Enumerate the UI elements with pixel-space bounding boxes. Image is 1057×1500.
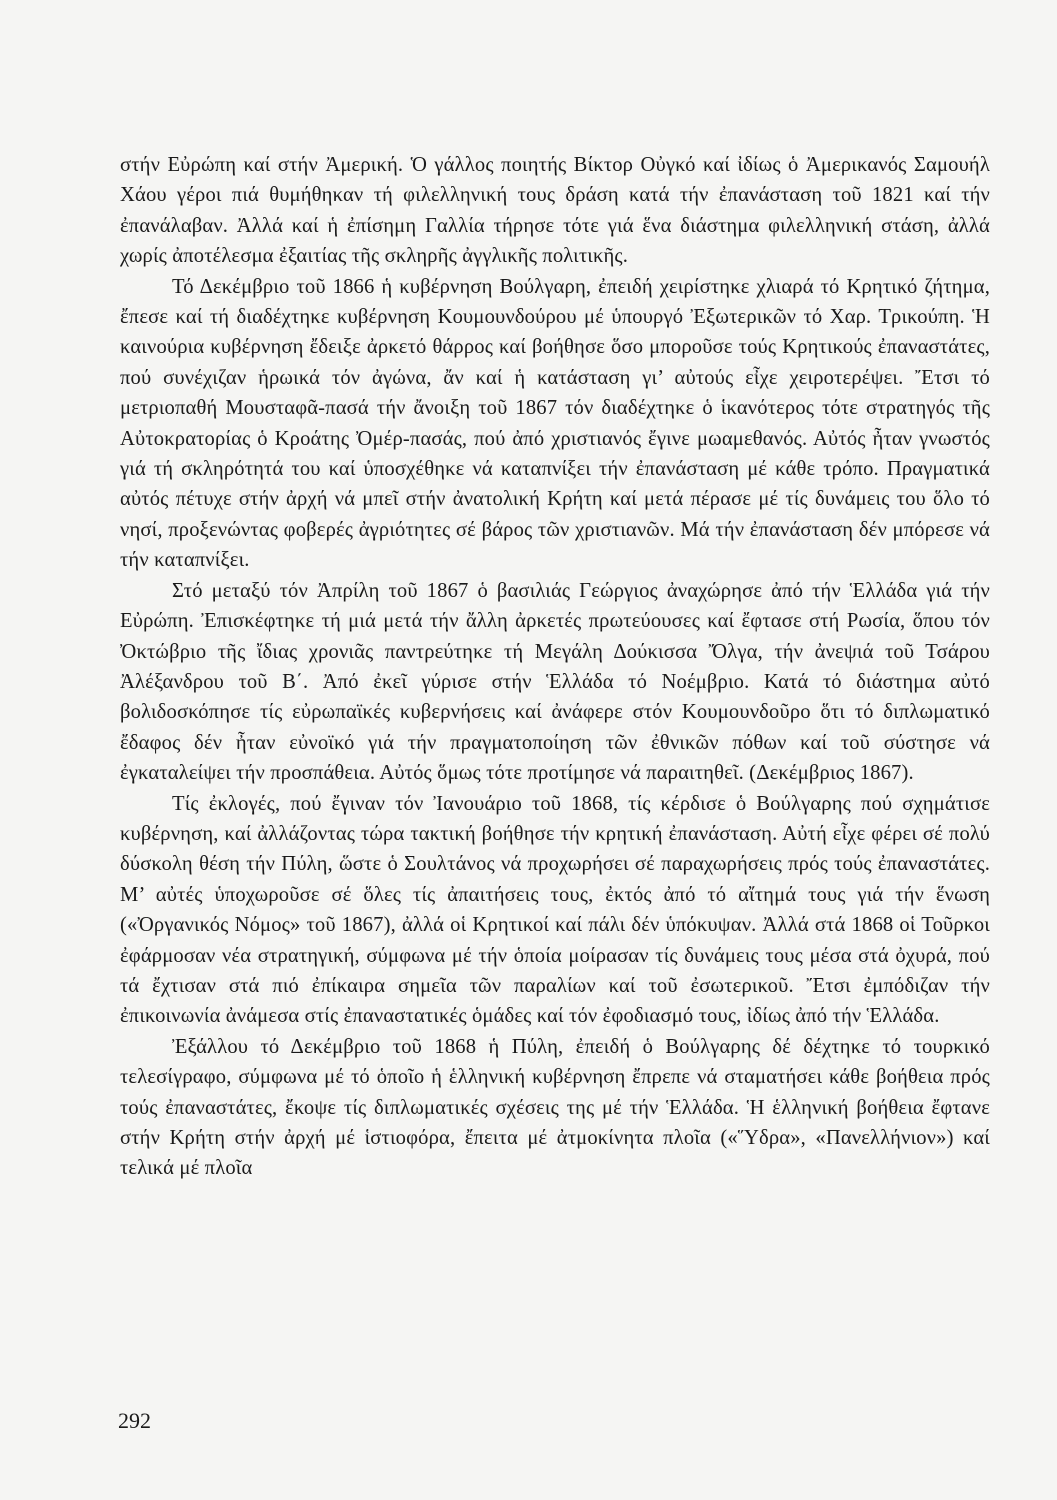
paragraph-3: Στό μεταξύ τόν Ἀπρίλη τοῦ 1867 ὁ βασιλιάς Γεώργιος ἀναχώρησε ἀπό τήν Ἑλλάδα γιά τήν Εὐρώπη. Ἐπισκέφτηκε τή μιά μετά τήν ἄλλη ἀρκετές πρωτεύουσες καί ἔφτασε στή Ρωσία, ὅπου τόν Ὀκτώβριο τῆς ἴδιας χρονιᾶς παντρεύτηκε τή Μεγάλη Δούκισσα Ὄλγα, τήν ἀνεψιά τοῦ Τσάρου Ἀλέξανδρου τοῦ Β΄. Ἀπό ἐκεῖ γύρισε στήν Ἑλλάδα τό Νοέμβριο. Κατά τό διάστημα αὐτό βολιδοσκόπησε τίς εὐρωπαϊκές κυβερνήσεις καί ἀνάφερε στόν Κουμουνδοῦρο ὅτι τό διπλωματικό ἔδαφος δέν ἦταν εὐνοϊκό γιά τήν πραγματοποίηση τῶν ἐθνικῶν πόθων καί τοῦ σύστησε νά ἐγκαταλείψει τήν προσπάθεια. Αὐτός ὅμως τότε προτίμησε νά παραιτηθεῖ. (Δεκέμβριος 1867).: [120, 579, 990, 785]
paragraph-2: Τό Δεκέμβριο τοῦ 1866 ἡ κυβέρνηση Βούλγαρη, ἐπειδή χειρίστηκε χλιαρά τό Κρητικό ζήτημα, ἔπεσε καί τή διαδέχτηκε κυβέρνηση Κουμουνδούρου μέ ὑπουργό Ἐξωτερικῶν τό Χαρ. Τρικούπη. Ἡ καινούρια κυβέρνηση ἔδειξε ἀρκετό θάρρος καί βοήθησε ὅσο μποροῦσε τούς Κρητικούς ἐπαναστάτες, πού συνέχιζαν ἡρωικά τόν ἀγώνα, ἄν καί ἡ κατάσταση γι’ αὐτούς εἶχε χειροτερέψει. Ἔτσι τό μετριοπαθή Μουσταφᾶ-πασά τήν ἄνοιξη τοῦ 1867 τόν διαδέχτηκε ὁ ἱκανότερος τότε στρατηγός τῆς Αὐτοκρατορίας ὁ Κροάτης Ὀμέρ-πασάς, πού ἀπό χριστιανός ἔγινε μωαμεθανός. Αὐτός ἦταν γνωστός γιά τή σκληρότητά του καί ὑποσχέθηκε νά καταπνίξει τήν ἐπανάσταση μέ κάθε τρόπο. Πραγματικά αὐτός πέτυχε στήν ἀρχή νά μπεῖ στήν ἀνατολική Κρήτη καί μετά πέρασε μέ τίς δυνάμεις του ὅλο τό νησί, προξενώντας φοβερές ἀγριότητες σέ βάρος τῶν χριστιανῶν. Μά τήν ἐπανάσταση δέν μπόρεσε νά τήν καταπνίξει.: [120, 275, 990, 572]
paragraph-1: στήν Εὐρώπη καί στήν Ἀμερική. Ὁ γάλλος ποιητής Βίκτορ Οὐγκό καί ἰδίως ὁ Ἀμερικανός Σαμουήλ Χάου γέροι πιά θυμήθηκαν τή φιλελληνική τους δράση κατά τήν ἐπανάσταση τοῦ 1821 καί τήν ἐπανάλαβαν. Ἀλλά καί ἡ ἐπίσημη Γαλλία τήρησε τότε γιά ἕνα διάστημα φιλελληνική στάση, ἀλλά χωρίς ἀποτέλεσμα ἐξαιτίας τῆς σκληρῆς ἀγγλικῆς πολιτικῆς.: [120, 154, 990, 268]
paragraph-5: Ἐξάλλου τό Δεκέμβριο τοῦ 1868 ἡ Πύλη, ἐπειδή ὁ Βούλγαρης δέ δέχτηκε τό τουρκικό τελεσίγραφο, σύμφωνα μέ τό ὁποῖο ἡ ἑλληνική κυβέρνηση ἔπρεπε νά σταματήσει κάθε βοήθεια πρός τούς ἐπαναστάτες, ἔκοψε τίς διπλωματικές σχέσεις της μέ τήν Ἑλλάδα. Ἡ ἑλληνική βοήθεια ἔφτανε στήν Κρήτη στήν ἀρχή μέ ἱστιοφόρα, ἔπειτα μέ ἀτμοκίνητα πλοῖα («Ὕδρα», «Πανελλήνιον») καί τελικά μέ πλοῖα: [120, 1035, 990, 1180]
page-number: 292: [118, 1408, 151, 1433]
paragraph-4: Τίς ἐκλογές, πού ἔγιναν τόν Ἰανουάριο τοῦ 1868, τίς κέρδισε ὁ Βούλγαρης πού σχημάτισε κυβέρνηση, καί ἀλλάζοντας τώρα τακτική βοήθησε τήν κρητική ἐπανάσταση. Αὐτή εἶχε φέρει σέ πολύ δύσκολη θέση τήν Πύλη, ὥστε ὁ Σουλτάνος νά προχωρήσει σέ παραχωρήσεις πρός τούς ἐπαναστάτες. Μ’ αὐτές ὑποχωροῦσε σέ ὅλες τίς ἀπαιτήσεις τους, ἐκτός ἀπό τό αἴτημά τους γιά τήν ἕνωση («Ὀργανικός Νόμος» τοῦ 1867), ἀλλά οἱ Κρητικοί καί πάλι δέν ὑπόκυψαν. Ἀλλά στά 1868 οἱ Τοῦρκοι ἐφάρμοσαν νέα στρατηγική, σύμφωνα μέ τήν ὁποία μοίρασαν τίς δυνάμεις τους μέσα στά ὀχυρά, πού τά ἔχτισαν στά πιό ἐπίκαιρα σημεῖα τῶν παραλίων καί τοῦ ἐσωτερικοῦ. Ἔτσι ἐμπόδιζαν τήν ἐπικοινωνία ἀνάμεσα στίς ἐπαναστατικές ὁμάδες καί τόν ἐφοδιασμό τους, ἰδίως ἀπό τήν Ἑλλάδα.: [120, 792, 990, 1028]
body-text: [120, 150, 990, 1184]
